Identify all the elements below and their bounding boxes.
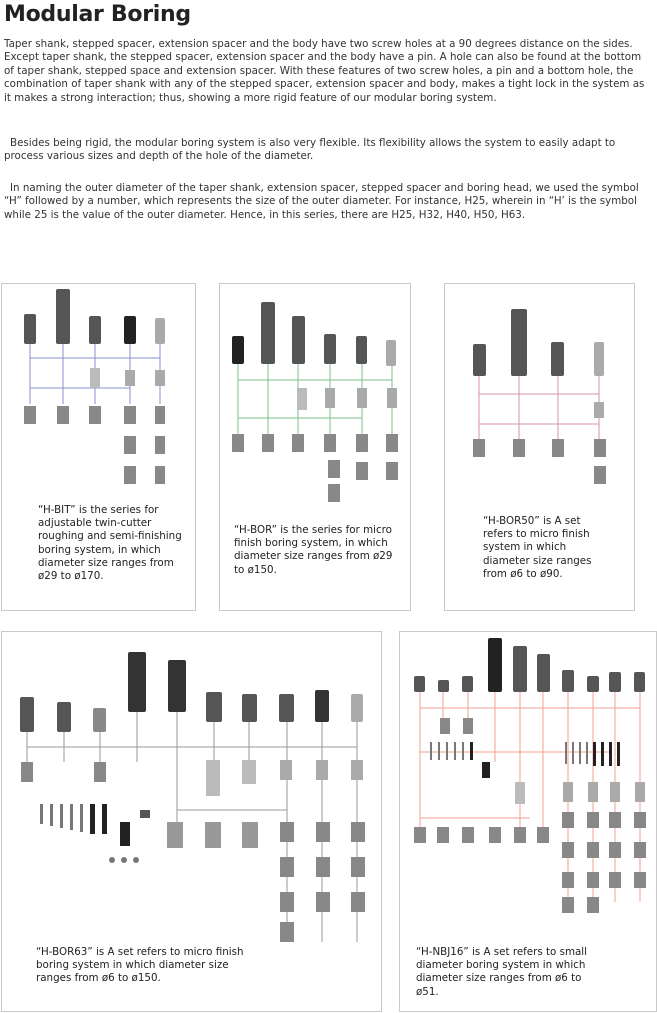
page-title: Modular Boring [4,2,191,27]
panel-h-bor63 [1,631,382,1012]
h-bor63-caption: “H-BOR63” is A set refers to micro finish boring system in which diameter size ranges from ø6 to ø150. [36,946,244,985]
panel-h-bor50 [444,283,635,611]
intro-paragraph-rigidity: Taper shank, stepped spacer, extension spacer and the body have two screw holes at a 90 degrees distance on the sides. Except taper shank, the stepped spacer, extension spacer and the body have a pin. A hole can also be found at the bottom of taper shank, stepped space and extension spacer. With these features of two screw holes, a pin and a bottom hole, the combination of taper shank with any of the stepped spacer, extension spacer and body, makes a tight lock in the system as it makes a strong interaction; thus, showing a more rigid feature of our modular boring system. [4,38,645,104]
panel-h-nbj16 [399,631,657,1012]
intro-paragraph-flexibility: Besides being rigid, the modular boring system is also very flexible. Its flexibility allows the system to easily adapt to process various sizes and depth of the hole of the diameter. [4,137,616,163]
h-bor50-caption: “H-BOR50” is A set refers to micro finish system in which diameter size ranges from ø6 to ø90. [483,515,592,580]
panel-h-bit [1,283,196,611]
h-bor-caption: “H-BOR” is the series for micro finish boring system, in which diameter size ranges from ø29 to ø150. [234,524,393,576]
h-nbj16-caption: “H-NBJ16” is A set refers to small diameter boring system in which diameter size ranges from ø6 to ø51. [416,946,588,998]
intro-paragraph-naming: In naming the outer diameter of the taper shank, extension spacer, stepped spacer and boring head, we used the symbol “H” followed by a number, which represents the size of the outer diameter. For instance, H25, wherein in “H’ is the symbol while 25 is the value of the outer diameter. Hence, in this series, there are H25, H32, H40, H50, H63. [4,182,639,221]
h-bit-caption: “H-BIT” is the series for adjustable twin-cutter roughing and semi-finishing boring system, in which diameter size ranges from ø29 to ø170. [38,504,182,583]
panel-h-bor [219,283,411,611]
